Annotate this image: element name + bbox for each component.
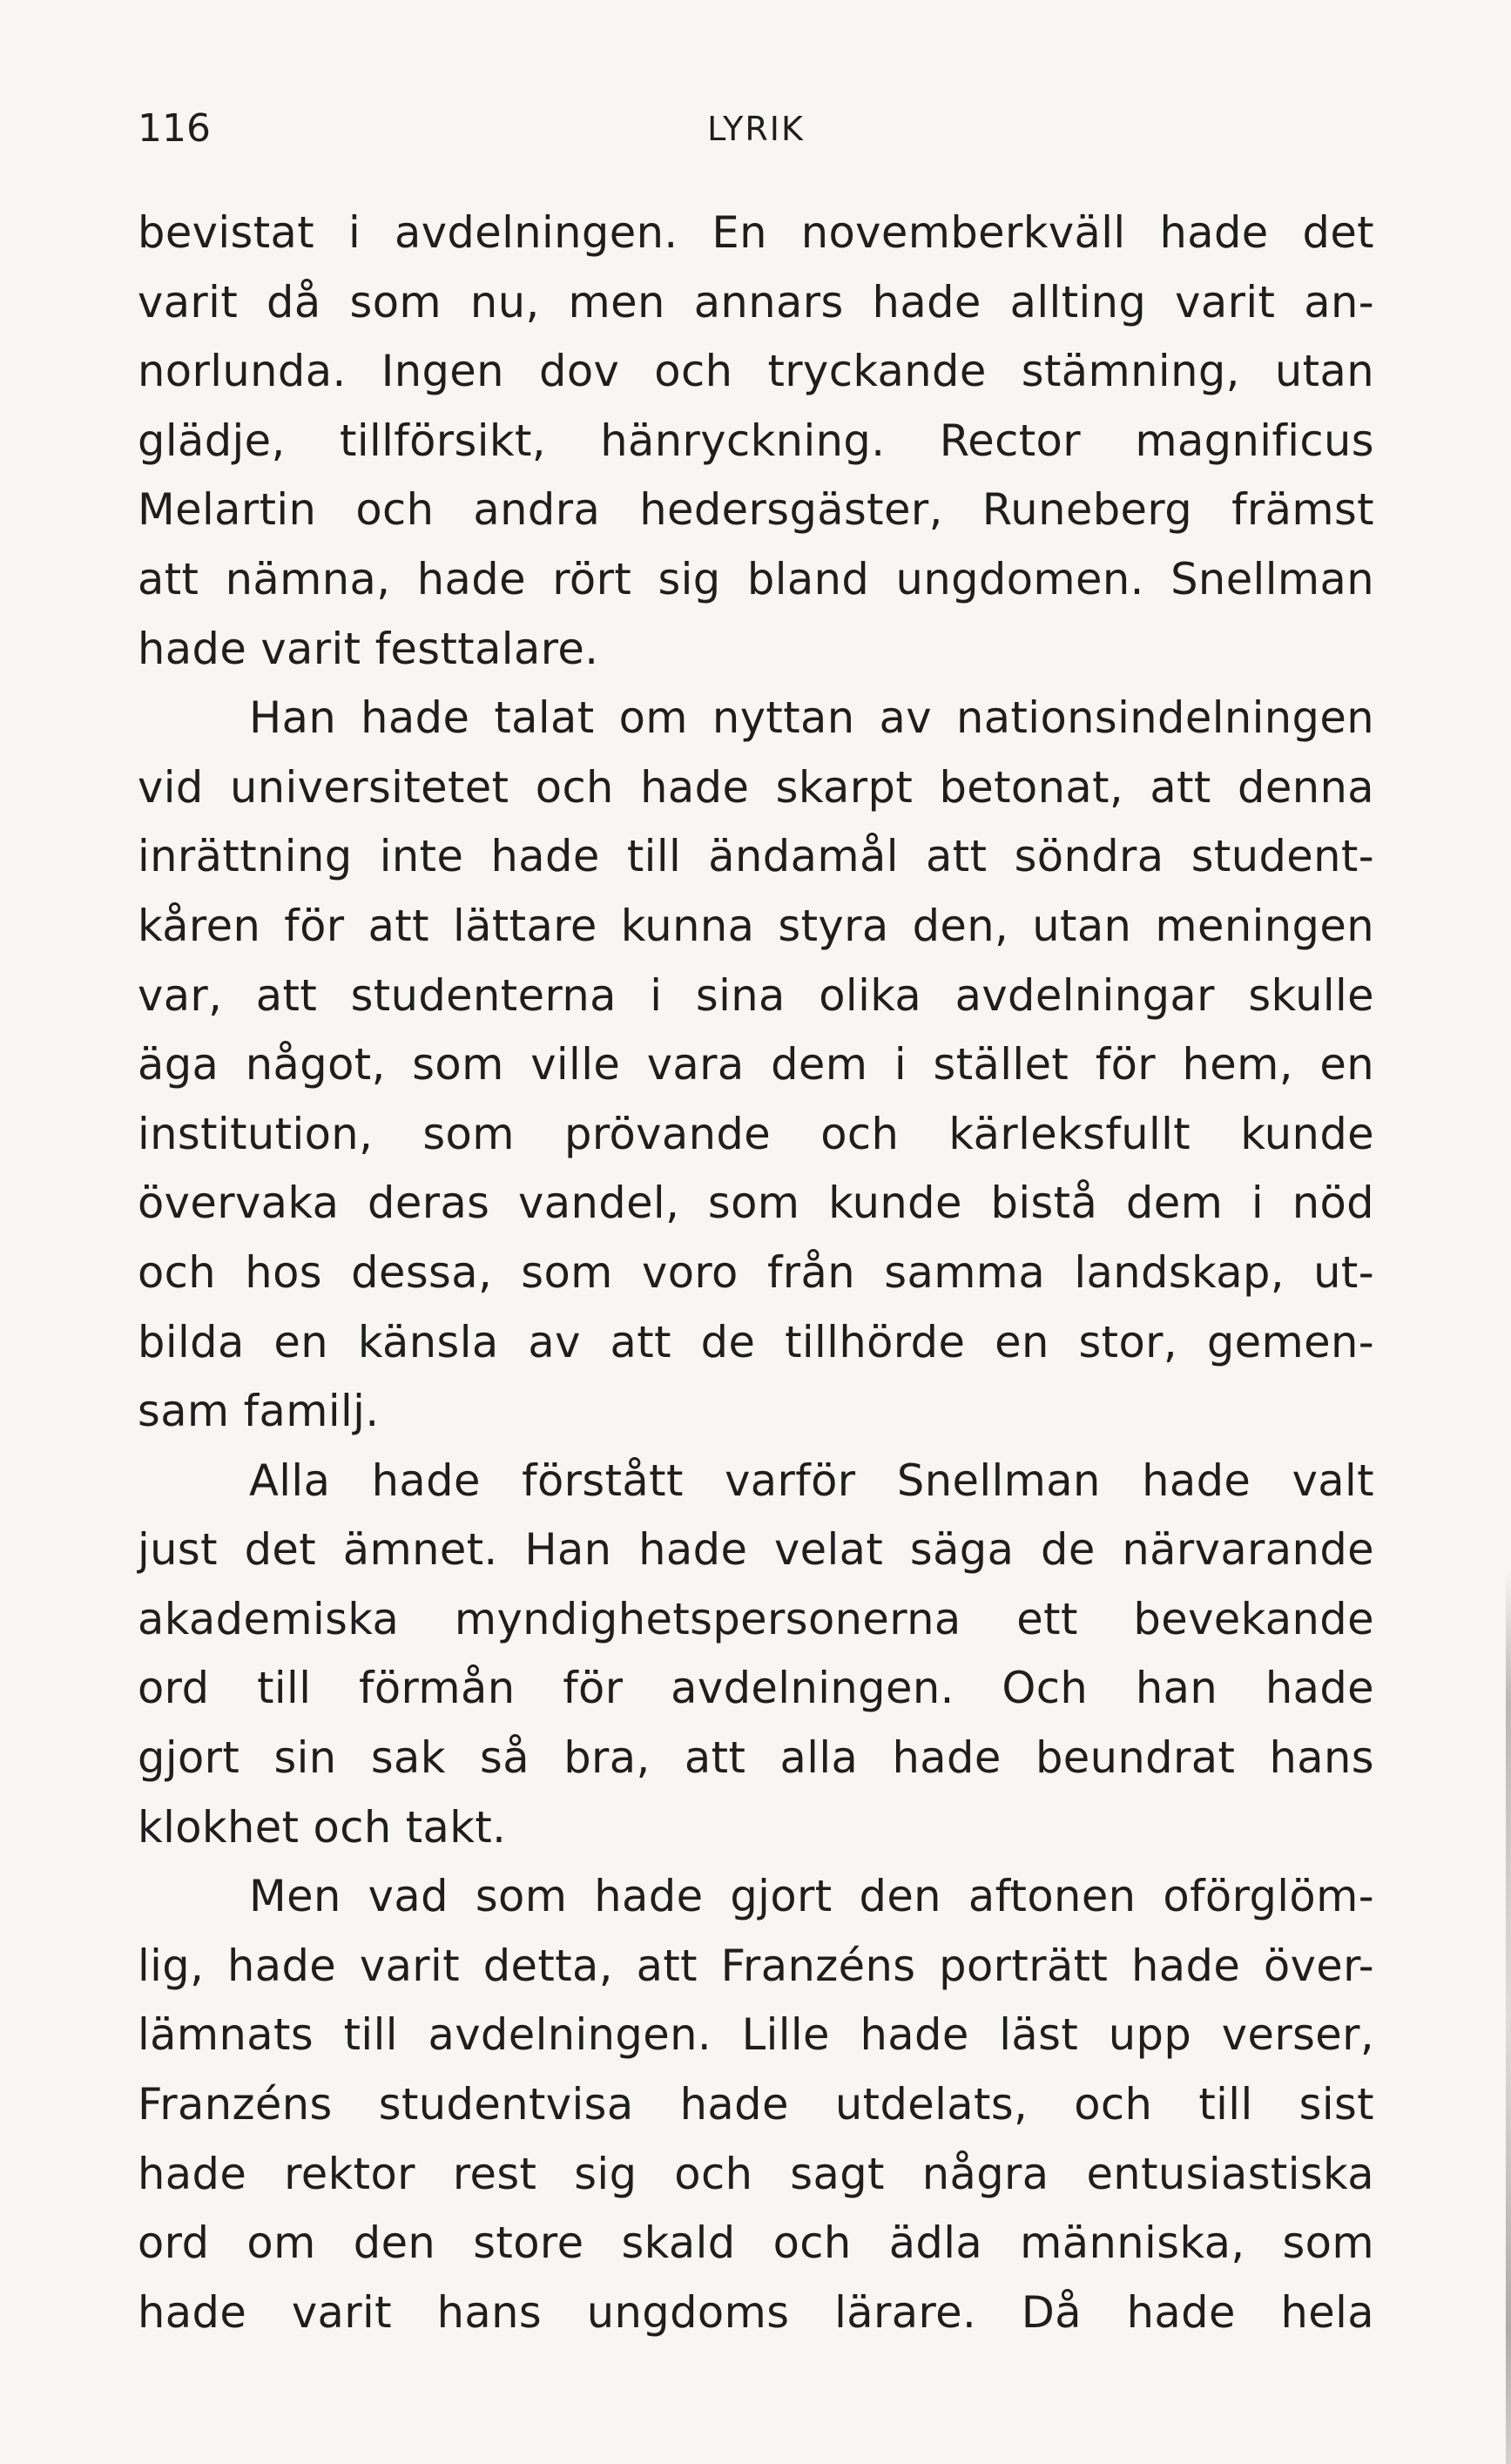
text-line: norlunda. Ingen dov och tryckande stämning, utan [138,346,1374,397]
body-text [138,199,1374,2347]
text-line: bilda en känsla av att de tillhörde en stor, gemen- [138,1316,1374,1367]
text-line: Han hade talat om nyttan av nationsindelningen [249,692,1374,744]
page-number: 116 [138,106,211,151]
text-line: vid universitetet och hade skarpt betonat, att denna [138,761,1374,813]
text-line: kåren för att lättare kunna styra den, utan meningen [138,900,1374,951]
text-line: just det ämnet. Han hade velat säga de närvarande [138,1524,1374,1576]
running-title: LYRIK [707,110,805,148]
text-line: sam familj. [138,1386,380,1437]
text-line: bevistat i avdelningen. En novemberkväll hade det [138,207,1374,258]
text-line: äga något, som ville vara dem i stället för hem, en [138,1039,1374,1090]
text-line: Alla hade förstått varför Snellman hade valt [249,1455,1374,1506]
text-line: hade varit festtalare. [138,623,599,674]
text-line: lig, hade varit detta, att Franzéns porträtt hade över- [138,1940,1374,1991]
text-line: hade rektor rest sig och sagt några entusiastiska [138,2148,1374,2199]
text-line: institution, som prövande och kärleksfullt kunde [138,1108,1374,1159]
page-edge-shadow [1506,1568,1511,2464]
text-line: glädje, tillförsikt, hänryckning. Rector magnificus [138,415,1374,466]
text-line: ord till förmån för avdelningen. Och han hade [138,1663,1374,1714]
text-line: klokhet och takt. [138,1801,507,1853]
text-line: var, att studenterna i sina olika avdelningar skulle [138,969,1374,1021]
text-line: hade varit hans ungdoms lärare. Då hade hela [138,2286,1374,2338]
text-line: Men vad som hade gjort den aftonen oförglöm- [249,1871,1374,1922]
text-line: lämnats till avdelningen. Lille hade läst upp verser, [138,2009,1374,2061]
text-line: inrättning inte hade till ändamål att söndra student- [138,831,1374,882]
page-header [138,103,1374,155]
text-line: ord om den store skald och ädla människa, som [138,2218,1374,2269]
text-line: att nämna, hade rört sig bland ungdomen. Snellman [138,553,1374,604]
text-line: akademiska myndighetspersonerna ett bevekande [138,1593,1374,1644]
text-line: och hos dessa, som voro från samma landskap, ut- [138,1246,1374,1298]
text-line: övervaka deras vandel, som kunde bistå dem i nöd [138,1178,1374,1229]
text-line: gjort sin sak så bra, att alla hade beundrat hans [138,1732,1374,1784]
text-line: varit då som nu, men annars hade allting varit an- [138,276,1374,327]
text-line: Melartin och andra hedersgäster, Runeberg främst [138,484,1374,536]
text-line: Franzéns studentvisa hade utdelats, och till sist [138,2079,1374,2130]
